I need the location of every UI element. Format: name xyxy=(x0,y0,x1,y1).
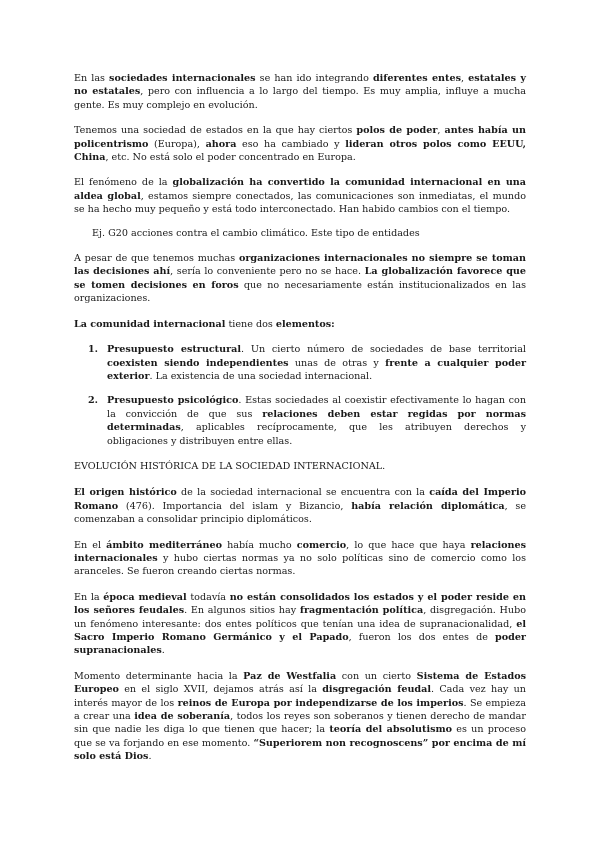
text: , etc. No está solo el poder concentrado en Europa. xyxy=(105,152,356,164)
bold-text: comercio xyxy=(296,539,347,551)
bold-text: Presupuesto psicológico xyxy=(107,395,239,407)
text: que no necesariamente están institucionalizados en las organizaciones. xyxy=(74,279,526,305)
bold-text: había relación diplomática xyxy=(351,500,505,512)
bold-text: La comunidad internacional xyxy=(74,318,226,330)
bold-text: reinos de Europa por independizarse de los imperios xyxy=(177,697,464,709)
bold-text: Paz de Westfalia xyxy=(243,670,337,682)
bold-text: Presupuesto estructural xyxy=(107,344,241,356)
text: y hubo ciertas normas ya no solo políticas sino de comercio como los aranceles. Se fueron creando ciertas normas. xyxy=(74,552,526,578)
text: se han ido integrando xyxy=(255,73,373,84)
text: eso ha cambiado y xyxy=(236,138,346,150)
text: con un cierto xyxy=(336,670,417,682)
bold-text: poder supranacionales xyxy=(74,632,526,657)
text: , pero con influencia a lo largo del tiempo. Es muy amplia, influye a mucha gente. Es muy complejo en evolución. xyxy=(74,86,526,111)
text: El fenómeno de la xyxy=(74,177,173,189)
paragraph xyxy=(74,318,526,331)
text: . xyxy=(161,645,165,657)
text: , todos los reyes son soberanos y tienen derecho de mandar sin que nadie les diga lo que tienen que hacer; la xyxy=(74,711,526,736)
paragraph xyxy=(74,539,526,579)
text: Momento determinante hacia la xyxy=(74,670,244,682)
text: , disgregación. Hubo un fenómeno interesante: dos entes políticos que tenían una idea de supranacionalidad, xyxy=(74,605,526,630)
text: Tenemos una sociedad de estados en la que hay ciertos xyxy=(74,125,357,137)
bold-text: sociedades internacionales xyxy=(109,73,256,84)
text: , fueron los dos entes de xyxy=(348,632,496,643)
text: , xyxy=(460,73,469,84)
text: en el siglo XVII xyxy=(118,684,206,696)
list-item xyxy=(74,394,526,448)
bold-text: lideran otros polos como EEUU, China xyxy=(74,138,526,164)
bold-text: ahora xyxy=(205,138,237,150)
bold-text: organizaciones internacionales no siempre se toman las decisiones ahí xyxy=(74,253,526,278)
bold-text: época medieval xyxy=(103,591,187,603)
text: A pesar de que tenemos muchas xyxy=(74,253,239,265)
bold-text: coexisten siendo independientes xyxy=(107,357,289,369)
paragraph xyxy=(74,591,526,658)
bold-text: diferentes entes xyxy=(372,73,461,84)
text: (476). Importancia del islam y Bizancio, xyxy=(118,500,352,512)
bold-text: globalización ha convertido la comunidad internacional en una aldea global xyxy=(74,177,526,202)
list-number: 2. xyxy=(88,395,99,407)
bold-text: antes había un policentrismo xyxy=(74,125,526,150)
text: todavía xyxy=(186,591,230,603)
text: , xyxy=(437,125,445,137)
text: de la sociedad internacional se encuentra con la xyxy=(176,487,430,499)
text: (Europa), xyxy=(148,138,206,150)
bold-text: idea de soberanía xyxy=(134,711,231,723)
bold-text: no están consolidados los estados y el poder reside en los señores feudales xyxy=(74,591,526,617)
text: . Estas sociedades al coexistir efectivamente lo hagan con la convicción de que sus xyxy=(107,395,526,420)
section-heading: EVOLUCIÓN HISTÓRICA DE LA SOCIEDAD INTERNACIONAL. xyxy=(74,460,386,472)
text: En las xyxy=(74,73,110,84)
text: , aplicables recíprocamente, que les atribuyen derechos y obligaciones y distribuyen entre ellas. xyxy=(107,422,526,447)
paragraph xyxy=(74,486,526,526)
bold-text: elementos: xyxy=(275,318,335,330)
bold-text: La globalización favorece que se tomen decisiones en foros xyxy=(74,266,526,291)
bold-text: frente a cualquier poder exterior xyxy=(107,357,526,382)
numbered-list xyxy=(74,343,526,448)
text: , dejamos atrás así la xyxy=(205,684,323,696)
list-item xyxy=(74,343,526,383)
bold-text: estatales y no estatales xyxy=(74,73,526,98)
paragraph xyxy=(74,176,526,216)
paragraph xyxy=(74,124,526,164)
bold-text: polos de poder xyxy=(356,125,438,137)
bold-text: El origen histórico xyxy=(74,487,177,499)
text: unas de otras y xyxy=(288,357,386,369)
paragraph xyxy=(74,72,526,112)
bold-text: “Superiorem non recognoscens” por encima de mí solo está Dios xyxy=(74,737,526,763)
text: , se comenzaban a consolidar principio diplomáticos. xyxy=(74,500,526,526)
text: , lo que hace que haya xyxy=(346,539,471,551)
text: . Un cierto número de sociedades de base territorial xyxy=(241,344,526,356)
bold-text: teoría del absolutismo xyxy=(329,724,453,736)
text: . Se empieza a crear una xyxy=(74,697,526,723)
bold-text: caída del Imperio Romano xyxy=(74,487,526,512)
document-body xyxy=(74,72,526,776)
bold-text: relaciones deben estar regidas por normas determinadas xyxy=(107,408,526,434)
text: , sería lo conveniente pero no se hace. xyxy=(170,266,365,278)
text: . xyxy=(148,751,152,763)
bold-text: el Sacro Imperio Romano Germánico y el Papado xyxy=(74,618,526,643)
paragraph xyxy=(74,252,526,306)
text: había mucho xyxy=(222,539,297,551)
text: . Cada vez hay un interés mayor de los xyxy=(74,684,526,709)
list-number: 1. xyxy=(88,344,99,356)
bold-text: Sistema de Estados Europeo xyxy=(74,670,526,696)
bold-text: fragmentación política xyxy=(299,605,424,617)
bold-text: relaciones internacionales xyxy=(74,539,526,564)
bold-text: disgregación feudal xyxy=(322,684,431,696)
text: . La existencia de una sociedad internacional. xyxy=(149,370,373,382)
bold-text: ámbito mediterráneo xyxy=(106,539,223,551)
text: , estamos siempre conectados, las comunicaciones son inmediatas, el mundo se ha hecho muy pequeño y está todo interconectado. Han habido cambios con el tiempo. xyxy=(74,190,526,216)
text: En el xyxy=(74,539,107,551)
text: . En algunos sitios hay xyxy=(184,605,300,617)
text: tiene dos xyxy=(225,318,276,330)
text: es un proceso que se va forjando en ese momento. xyxy=(74,724,526,749)
text: En la xyxy=(74,591,104,603)
example-line: Ej. G20 acciones contra el cambio climático. Este tipo de entidades xyxy=(92,227,420,239)
paragraph xyxy=(74,670,526,764)
